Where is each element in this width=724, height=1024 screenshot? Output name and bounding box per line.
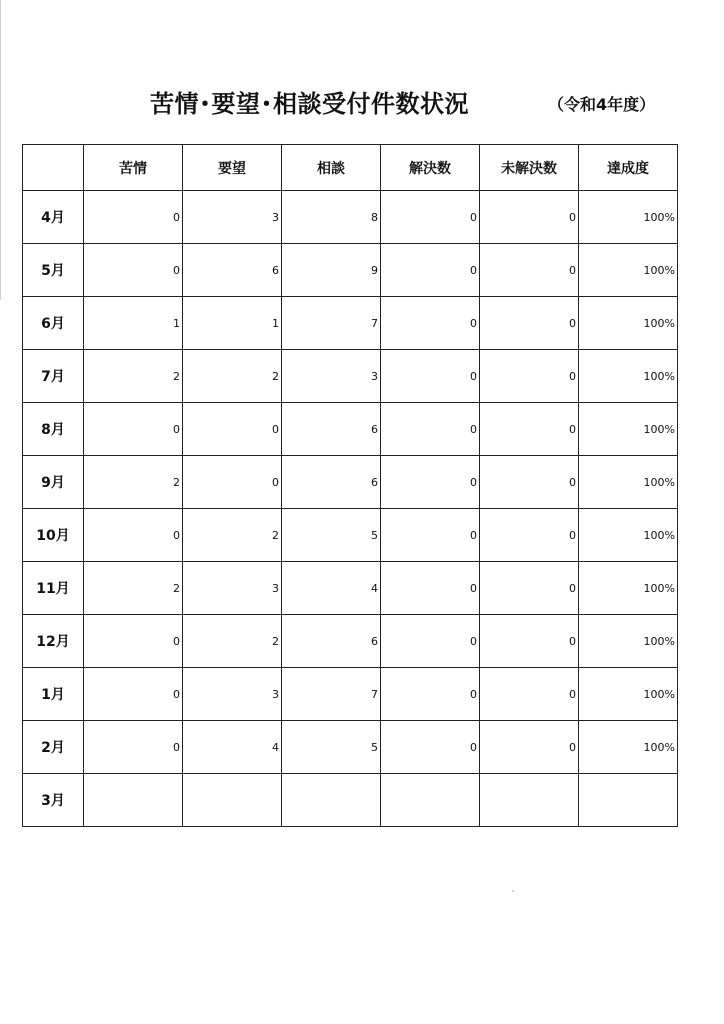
row-month-label: 10月 [23, 509, 84, 562]
cell-complaints: 0 [84, 191, 183, 244]
cell-requests: 3 [183, 562, 282, 615]
cell-unresolved: 0 [480, 509, 579, 562]
cell-requests: 2 [183, 350, 282, 403]
complaint-status-table [22, 144, 678, 827]
cell-consultations: 4 [282, 562, 381, 615]
cell-resolved [381, 774, 480, 827]
cell-complaints: 0 [84, 403, 183, 456]
cell-consultations: 6 [282, 456, 381, 509]
cell-unresolved: 0 [480, 456, 579, 509]
cell-unresolved: 0 [480, 191, 579, 244]
cell-achievement [579, 774, 678, 827]
cell-consultations: 7 [282, 297, 381, 350]
cell-consultations: 8 [282, 191, 381, 244]
cell-complaints: 0 [84, 509, 183, 562]
cell-consultations: 6 [282, 403, 381, 456]
cell-requests: 1 [183, 297, 282, 350]
cell-consultations: 3 [282, 350, 381, 403]
cell-resolved: 0 [381, 562, 480, 615]
cell-complaints [84, 774, 183, 827]
page-title: 苦情･要望･相談受付件数状況 [150, 90, 469, 118]
header-requests: 要望 [183, 145, 282, 191]
cell-complaints: 0 [84, 244, 183, 297]
cell-resolved: 0 [381, 244, 480, 297]
cell-achievement: 100% [579, 350, 678, 403]
cell-consultations: 5 [282, 509, 381, 562]
cell-achievement: 100% [579, 721, 678, 774]
cell-consultations: 6 [282, 615, 381, 668]
table-row [23, 297, 678, 350]
cell-complaints: 0 [84, 615, 183, 668]
header-consultations: 相談 [282, 145, 381, 191]
cell-achievement: 100% [579, 615, 678, 668]
cell-requests: 4 [183, 721, 282, 774]
cell-resolved: 0 [381, 403, 480, 456]
scan-speck [512, 890, 514, 892]
row-month-label: 9月 [23, 456, 84, 509]
cell-resolved: 0 [381, 721, 480, 774]
table-row [23, 350, 678, 403]
cell-consultations [282, 774, 381, 827]
cell-achievement: 100% [579, 191, 678, 244]
cell-unresolved: 0 [480, 297, 579, 350]
cell-unresolved: 0 [480, 721, 579, 774]
cell-consultations: 5 [282, 721, 381, 774]
table-row [23, 509, 678, 562]
table-row [23, 191, 678, 244]
row-month-label: 6月 [23, 297, 84, 350]
cell-requests: 3 [183, 668, 282, 721]
table-row [23, 615, 678, 668]
cell-resolved: 0 [381, 191, 480, 244]
cell-resolved: 0 [381, 668, 480, 721]
cell-resolved: 0 [381, 456, 480, 509]
cell-consultations: 9 [282, 244, 381, 297]
row-month-label: 12月 [23, 615, 84, 668]
table-row [23, 456, 678, 509]
cell-requests [183, 774, 282, 827]
row-month-label: 3月 [23, 774, 84, 827]
cell-requests: 6 [183, 244, 282, 297]
cell-requests: 3 [183, 191, 282, 244]
header-row [23, 145, 678, 191]
cell-resolved: 0 [381, 350, 480, 403]
cell-achievement: 100% [579, 509, 678, 562]
cell-unresolved: 0 [480, 350, 579, 403]
cell-achievement: 100% [579, 668, 678, 721]
header-complaints: 苦情 [84, 145, 183, 191]
cell-requests: 0 [183, 403, 282, 456]
cell-achievement: 100% [579, 562, 678, 615]
table-row [23, 244, 678, 297]
row-month-label: 2月 [23, 721, 84, 774]
table-row [23, 562, 678, 615]
row-month-label: 4月 [23, 191, 84, 244]
cell-complaints: 2 [84, 350, 183, 403]
table-body [23, 191, 678, 827]
header-resolved: 解決数 [381, 145, 480, 191]
cell-achievement: 100% [579, 297, 678, 350]
cell-unresolved: 0 [480, 244, 579, 297]
cell-unresolved [480, 774, 579, 827]
cell-complaints: 0 [84, 721, 183, 774]
cell-requests: 0 [183, 456, 282, 509]
header-corner [23, 145, 84, 191]
cell-requests: 2 [183, 615, 282, 668]
header-unresolved: 未解決数 [480, 145, 579, 191]
fiscal-year-label: （令和4年度） [548, 95, 656, 114]
cell-complaints: 0 [84, 668, 183, 721]
cell-unresolved: 0 [480, 668, 579, 721]
cell-achievement: 100% [579, 403, 678, 456]
cell-consultations: 7 [282, 668, 381, 721]
table-row [23, 774, 678, 827]
row-month-label: 8月 [23, 403, 84, 456]
table-row [23, 403, 678, 456]
cell-achievement: 100% [579, 456, 678, 509]
cell-requests: 2 [183, 509, 282, 562]
table-row [23, 721, 678, 774]
cell-resolved: 0 [381, 615, 480, 668]
row-month-label: 11月 [23, 562, 84, 615]
table-row [23, 668, 678, 721]
cell-complaints: 2 [84, 562, 183, 615]
row-month-label: 5月 [23, 244, 84, 297]
cell-unresolved: 0 [480, 403, 579, 456]
cell-complaints: 1 [84, 297, 183, 350]
cell-complaints: 2 [84, 456, 183, 509]
cell-unresolved: 0 [480, 562, 579, 615]
header-achievement: 達成度 [579, 145, 678, 191]
cell-resolved: 0 [381, 297, 480, 350]
page-edge-line [0, 0, 1, 300]
row-month-label: 1月 [23, 668, 84, 721]
cell-resolved: 0 [381, 509, 480, 562]
cell-unresolved: 0 [480, 615, 579, 668]
row-month-label: 7月 [23, 350, 84, 403]
cell-achievement: 100% [579, 244, 678, 297]
